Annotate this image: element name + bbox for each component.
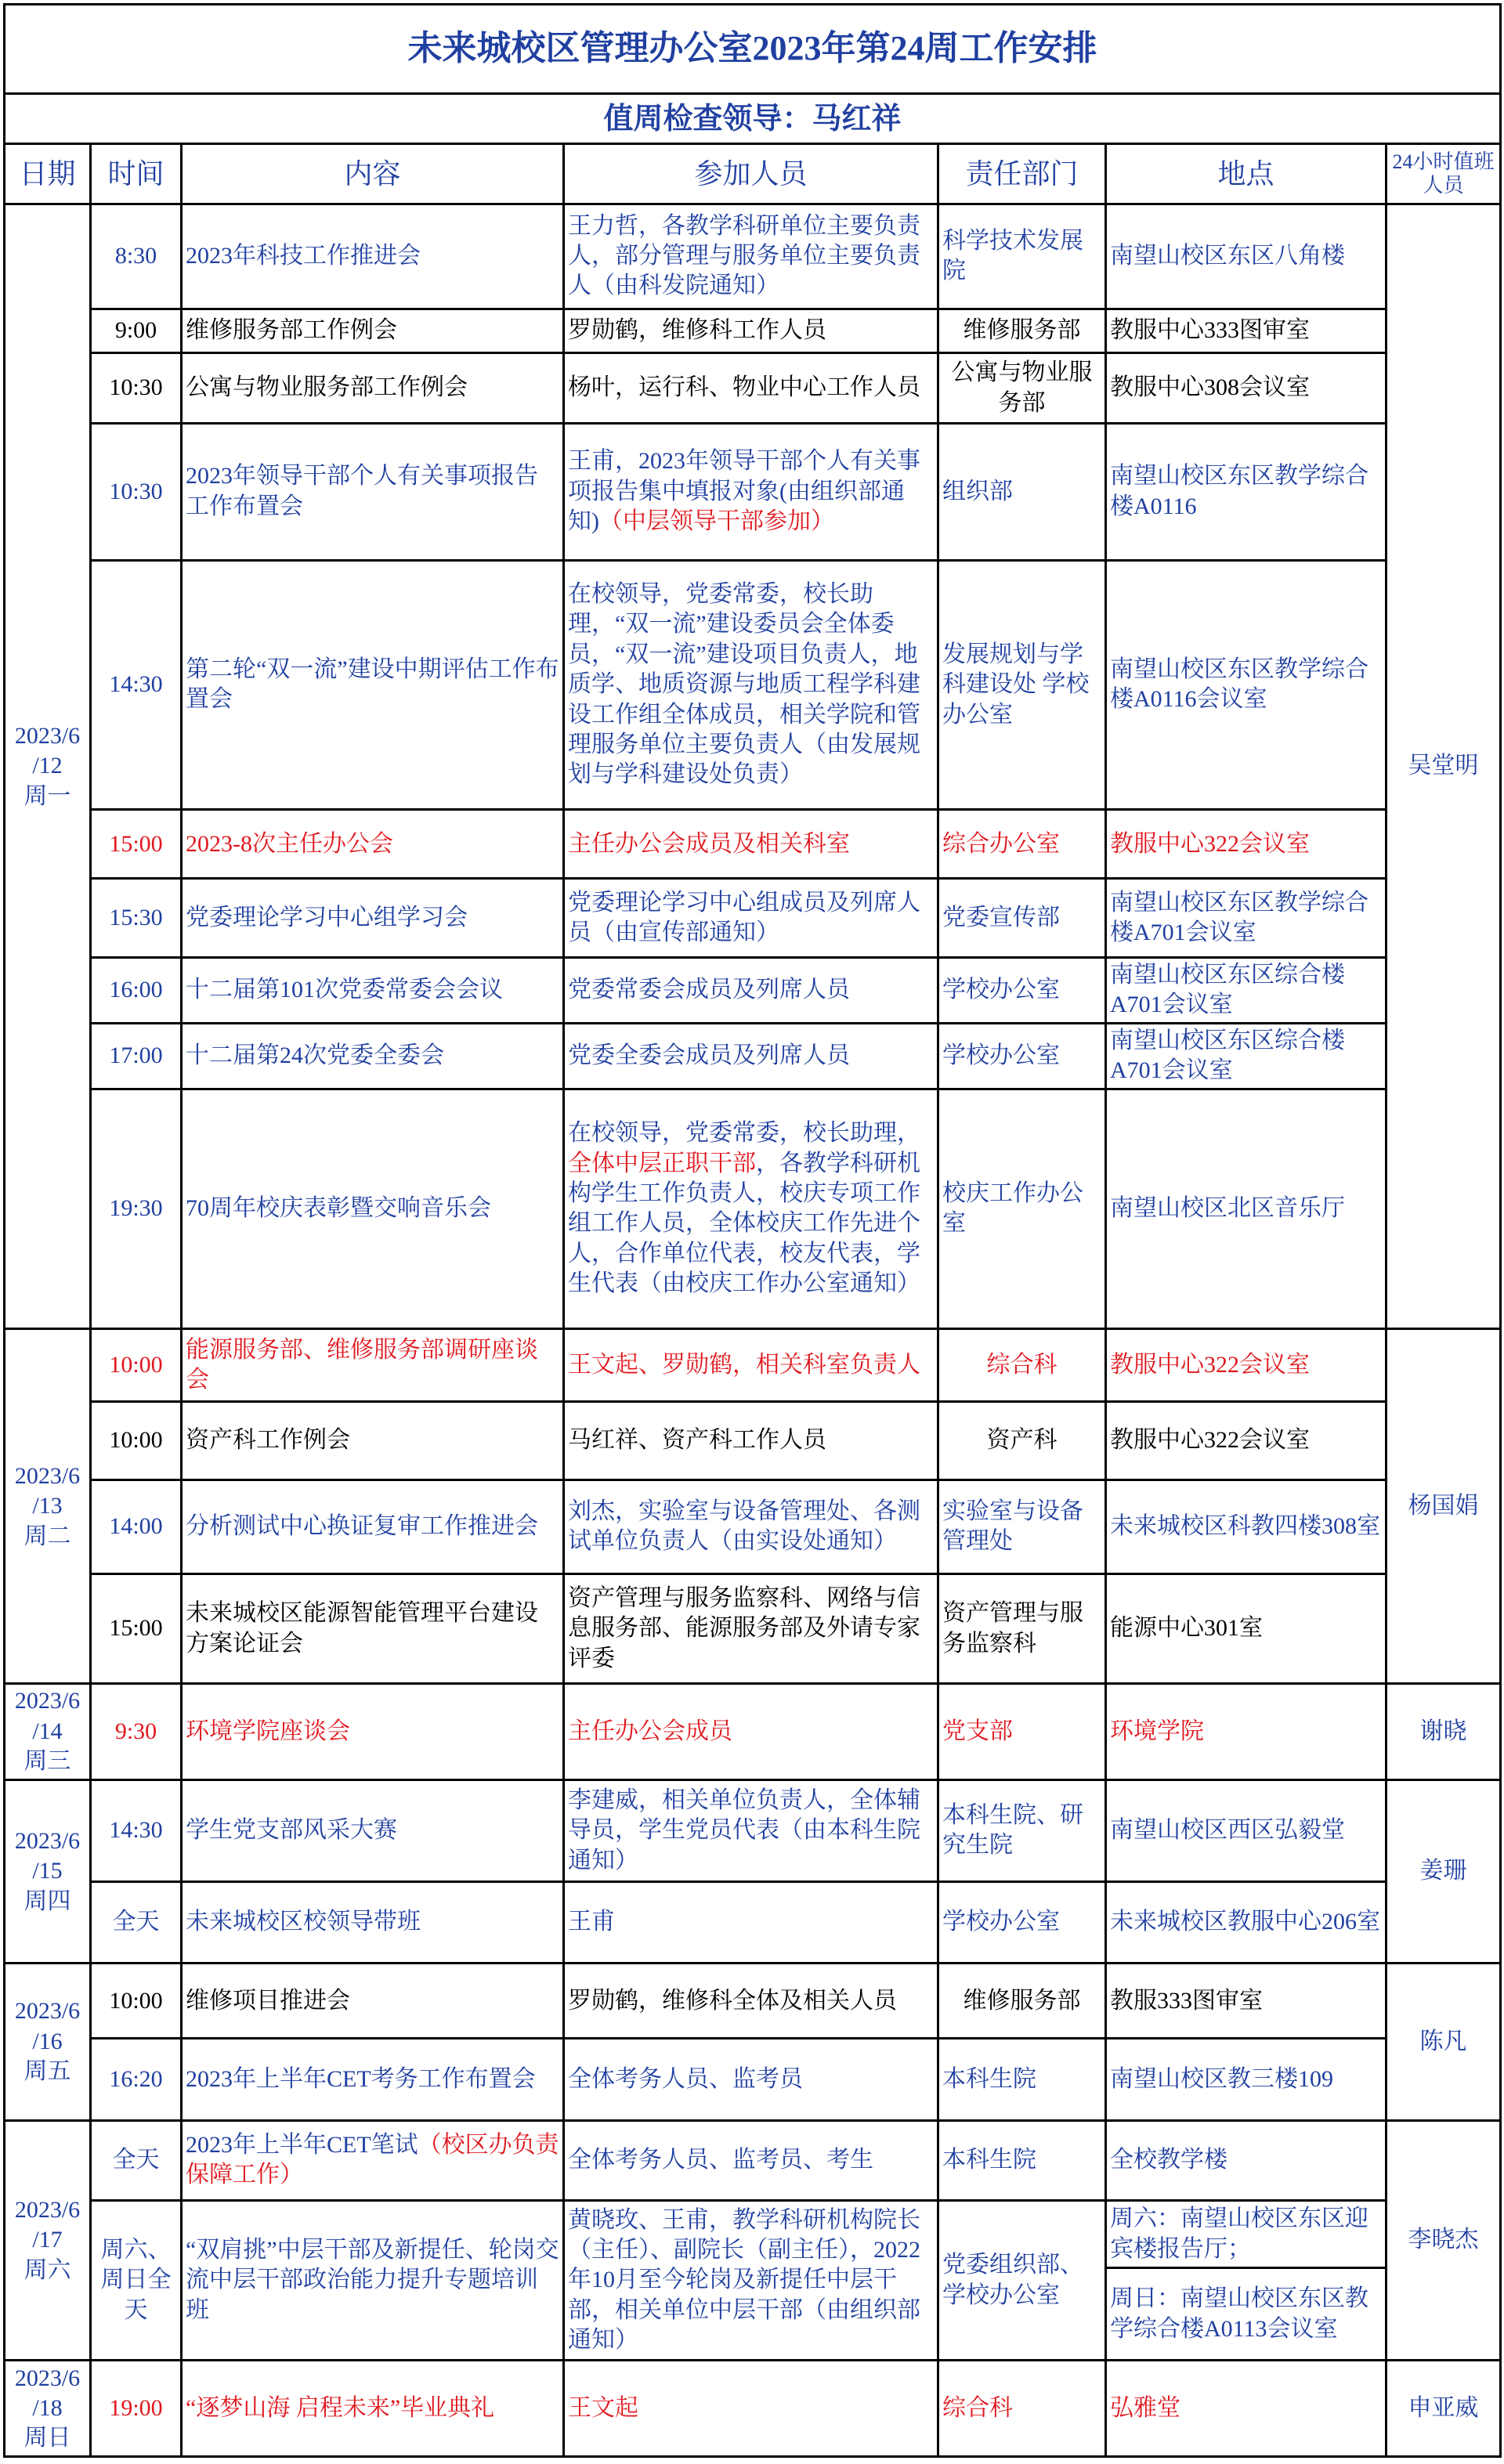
location-cell: 能源中心301室 [1106,1574,1386,1684]
location-cell: 南望山校区东区教学综合楼A0116会议室 [1106,560,1386,810]
participants-highlight: （中层领导干部参加） [599,508,834,535]
header-staff: 24小时值班人员 [1386,144,1501,204]
content-cell: 学生党支部风采大赛 [182,1779,564,1881]
date-line: /13 [32,1493,63,1519]
content-cell: 能源服务部、维修服务部调研座谈会 [182,1329,564,1401]
location-cell: 周日：南望山校区东区教学综合楼A0113会议室 [1106,2268,1386,2361]
content-cell [182,2120,564,2200]
participants-cell: 资产管理与服务监察科、网络与信息服务部、能源服务部及外请专家评委 [564,1574,938,1684]
participants-cell: 罗勋鹤，维修科工作人员 [564,309,938,352]
department-cell: 维修服务部 [938,309,1106,352]
header-time: 时间 [91,144,182,204]
time-cell: 16:20 [91,2039,182,2120]
time-cell: 8:30 [91,204,182,309]
participants-cell: 黄晓玫、王甫，教学科研机构院长（主任）、副院长（副主任），2022年10月至今轮岗及新提任中层干部，相关单位中层干部（由组织部通知） [564,2200,938,2360]
content-cell: “逐梦山海 启程未来”毕业典礼 [182,2361,564,2457]
location-cell: 未来城校区科教四楼308室 [1106,1479,1386,1573]
participants-cell: 在校领导，党委常委，校长助理，“双一流”建设委员会全体委员，“双一流”建设项目负责人，地质学、地质资源与地质工程学科建设工作组全体成员，相关学院和管理服务单位主要负责人（由发展规划与学科建设处负责） [564,560,938,810]
participants-cell: 罗勋鹤，维修科全体及相关人员 [564,1964,938,2039]
location-cell: 教服中心308会议室 [1106,352,1386,423]
date-cell-monday [5,204,91,1329]
participants-cell: 全体考务人员、监考员、考生 [564,2120,938,2200]
content-cell: 十二届第101次党委常委会会议 [182,957,564,1023]
date-line: 2023/6 [14,1827,81,1854]
staff-cell-thursday: 姜珊 [1386,1779,1501,1964]
staff-cell-saturday: 李晓杰 [1386,2120,1501,2361]
content-cell: 十二届第24次党委全委会 [182,1023,564,1089]
time-cell: 15:00 [91,1574,182,1684]
department-cell: 综合办公室 [938,810,1106,879]
date-line: 周四 [24,1888,71,1914]
time-cell: 10:00 [91,1964,182,2039]
time-cell: 10:00 [91,1401,182,1479]
time-cell: 9:30 [91,1684,182,1779]
content-cell: 环境学院座谈会 [182,1684,564,1779]
time-cell: 19:00 [91,2361,182,2457]
location-cell: 教服中心322会议室 [1106,1401,1386,1479]
location-cell: 南望山校区教三楼109 [1106,2039,1386,2120]
content-cell: 2023-8次主任办公会 [182,810,564,879]
department-cell: 党委组织部、学校办公室 [938,2200,1106,2360]
content-cell: 公寓与物业服务部工作例会 [182,352,564,423]
table-row [5,879,1501,957]
participants-cell: 党委理论学习中心组成员及列席人员（由宣传部通知） [564,879,938,957]
staff-cell-monday: 吴堂明 [1386,204,1501,1329]
date-line: 2023/6 [14,2365,81,2391]
date-cell-saturday [5,2120,91,2361]
participants-highlight: 全体中层正职干部 [568,1150,756,1176]
location-cell: 全校教学楼 [1106,2120,1386,2200]
time-cell: 17:00 [91,1023,182,1089]
time-cell: 19:30 [91,1089,182,1329]
table-row [5,810,1501,879]
staff-cell-friday: 陈凡 [1386,1964,1501,2120]
duty-leader: 值周检查领导：马红祥 [5,94,1501,144]
table-row [5,352,1501,423]
time-cell: 全天 [91,2120,182,2200]
content-cell: “双肩挑”中层干部及新提任、轮岗交流中层干部政治能力提升专题培训班 [182,2200,564,2360]
participants-cell: 王力哲，各教学科研单位主要负责人，部分管理与服务单位主要负责人（由科发院通知） [564,204,938,309]
table-row [5,2361,1501,2457]
date-line: 2023/6 [14,1998,81,2025]
time-cell: 周六、周日全天 [91,2200,182,2360]
location-cell: 南望山校区东区综合楼A701会议室 [1106,957,1386,1023]
department-cell: 校庆工作办公室 [938,1089,1106,1329]
date-cell-sunday [5,2361,91,2457]
time-cell: 15:00 [91,810,182,879]
department-cell: 资产科 [938,1401,1106,1479]
date-cell-tuesday [5,1329,91,1684]
header-location: 地点 [1106,144,1386,204]
location-cell: 弘雅堂 [1106,2361,1386,2457]
participants-cell: 主任办公会成员及相关科室 [564,810,938,879]
time-cell: 14:00 [91,1479,182,1573]
content-cell: 维修服务部工作例会 [182,309,564,352]
content-cell: 党委理论学习中心组学习会 [182,879,564,957]
content-cell: 2023年上半年CET考务工作布置会 [182,2039,564,2120]
department-cell: 综合科 [938,1329,1106,1401]
date-line: /16 [32,2028,63,2054]
schedule-sheet [3,3,1501,2459]
table-row [5,1574,1501,1684]
time-cell: 10:30 [91,424,182,560]
participants-cell: 刘杰，实验室与设备管理处、各测试单位负责人（由实设处通知） [564,1479,938,1573]
content-cell: 维修项目推进会 [182,1964,564,2039]
table-row [5,1779,1501,1881]
staff-cell-tuesday: 杨国娟 [1386,1329,1501,1684]
time-cell: 9:00 [91,309,182,352]
department-cell: 维修服务部 [938,1964,1106,2039]
department-cell: 组织部 [938,424,1106,560]
content-text: 2023年上半年CET笔试 [186,2131,418,2158]
header-row [5,144,1501,204]
content-cell: 第二轮“双一流”建设中期评估工作布置会 [182,560,564,810]
participants-cell: 王甫 [564,1882,938,1964]
header-date: 日期 [5,144,91,204]
participants-cell: 杨叶，运行科、物业中心工作人员 [564,352,938,423]
duty-leader-row [5,94,1501,144]
table-row [5,560,1501,810]
table-row [5,1401,1501,1479]
participants-cell: 马红祥、资产科工作人员 [564,1401,938,1479]
table-row [5,1089,1501,1329]
participants-cell [564,424,938,560]
department-cell: 学校办公室 [938,1023,1106,1089]
location-cell: 环境学院 [1106,1684,1386,1779]
department-cell: 本科生院 [938,2039,1106,2120]
time-cell: 全天 [91,1882,182,1964]
schedule-table [3,3,1502,2458]
header-content: 内容 [182,144,564,204]
location-cell: 教服中心333图审室 [1106,309,1386,352]
participants-cell: 主任办公会成员 [564,1684,938,1779]
location-cell: 南望山校区北区音乐厅 [1106,1089,1386,1329]
date-line: 2023/6 [14,722,81,749]
department-cell: 学校办公室 [938,957,1106,1023]
date-line: /14 [32,1718,63,1744]
content-cell: 分析测试中心换证复审工作推进会 [182,1479,564,1573]
time-cell: 14:30 [91,560,182,810]
time-cell: 10:30 [91,352,182,423]
table-row [5,424,1501,560]
date-line: 周三 [24,1748,71,1775]
date-line: /17 [32,2227,63,2253]
table-row [5,2039,1501,2120]
staff-cell-wednesday: 谢晓 [1386,1684,1501,1779]
title-row [5,5,1501,94]
time-cell: 16:00 [91,957,182,1023]
table-row [5,1964,1501,2039]
location-cell: 教服中心322会议室 [1106,810,1386,879]
content-highlight: （校区办负责保障工作） [186,2131,559,2188]
date-cell-thursday [5,1779,91,1964]
department-cell: 发展规划与学科建设处 学校办公室 [938,560,1106,810]
table-row [5,1329,1501,1401]
participants-cell [564,1089,938,1329]
participants-cell: 李建威，相关单位负责人，全体辅导员，学生党员代表（由本科生院通知） [564,1779,938,1881]
date-line: /15 [32,1858,63,1884]
content-cell: 2023年领导干部个人有关事项报告工作布置会 [182,424,564,560]
time-cell: 10:00 [91,1329,182,1401]
participants-cell: 全体考务人员、监考员 [564,2039,938,2120]
participants-text: 在校领导，党委常委，校长助理， [568,1120,920,1147]
location-cell: 未来城校区教服中心206室 [1106,1882,1386,1964]
location-cell: 南望山校区东区八角楼 [1106,204,1386,309]
participants-cell: 党委全委会成员及列席人员 [564,1023,938,1089]
table-row [5,957,1501,1023]
date-line: 周五 [24,2058,71,2085]
date-line: 周二 [24,1523,71,1549]
department-cell: 实验室与设备管理处 [938,1479,1106,1573]
location-cell: 周六：南望山校区东区迎宾楼报告厅； [1106,2200,1386,2267]
date-line: 周六 [24,2256,71,2283]
table-row [5,1023,1501,1089]
table-row [5,2120,1501,2200]
table-row [5,309,1501,352]
location-cell: 教服333图审室 [1106,1964,1386,2039]
date-line: 2023/6 [14,1462,81,1489]
table-row [5,1479,1501,1573]
department-cell: 综合科 [938,2361,1106,2457]
date-line: /18 [32,2395,63,2421]
department-cell: 科学技术发展院 [938,204,1106,309]
date-line: 周日 [24,2425,71,2451]
participants-text: 王甫，2023年领导干部个人有关事项报告集中填报对象(由组织部通知) [568,448,920,535]
date-cell-friday [5,1964,91,2120]
date-line: 2023/6 [14,1688,81,1714]
date-line: 周一 [24,782,71,809]
department-cell: 学校办公室 [938,1882,1106,1964]
header-participants: 参加人员 [564,144,938,204]
content-cell: 未来城校区能源智能管理平台建设方案论证会 [182,1574,564,1684]
participants-cell: 王文起 [564,2361,938,2457]
location-cell: 教服中心322会议室 [1106,1329,1386,1401]
location-cell: 南望山校区东区教学综合楼A0116 [1106,424,1386,560]
table-row [5,1882,1501,1964]
date-line: 2023/6 [14,2196,81,2223]
table-row [5,204,1501,309]
department-cell: 本科生院 [938,2120,1106,2200]
department-cell: 资产管理与服务监察科 [938,1574,1106,1684]
location-cell: 南望山校区东区综合楼A701会议室 [1106,1023,1386,1089]
content-cell: 资产科工作例会 [182,1401,564,1479]
content-cell: 70周年校庆表彰暨交响音乐会 [182,1089,564,1329]
participants-cell: 王文起、罗勋鹤，相关科室负责人 [564,1329,938,1401]
content-cell: 2023年科技工作推进会 [182,204,564,309]
date-cell-wednesday [5,1684,91,1779]
participants-cell: 党委常委会成员及列席人员 [564,957,938,1023]
header-department: 责任部门 [938,144,1106,204]
table-row [5,1684,1501,1779]
page-title: 未来城校区管理办公室2023年第24周工作安排 [5,5,1501,94]
time-cell: 15:30 [91,879,182,957]
department-cell: 党委宣传部 [938,879,1106,957]
location-cell: 南望山校区西区弘毅堂 [1106,1779,1386,1881]
table-row [5,2200,1501,2267]
time-cell: 14:30 [91,1779,182,1881]
staff-cell-sunday: 申亚威 [1386,2361,1501,2457]
department-cell: 本科生院、研究生院 [938,1779,1106,1881]
content-cell: 未来城校区校领导带班 [182,1882,564,1964]
department-cell: 党支部 [938,1684,1106,1779]
location-cell: 南望山校区东区教学综合楼A701会议室 [1106,879,1386,957]
department-cell: 公寓与物业服务部 [938,352,1106,423]
participants-text: ，各教学科研机构学生工作负责人，校庆专项工作组工作人员，全体校庆工作先进个人，合作单位代表，校友代表，学生代表（由校庆工作办公室通知） [568,1150,920,1297]
date-line: /12 [32,753,63,779]
